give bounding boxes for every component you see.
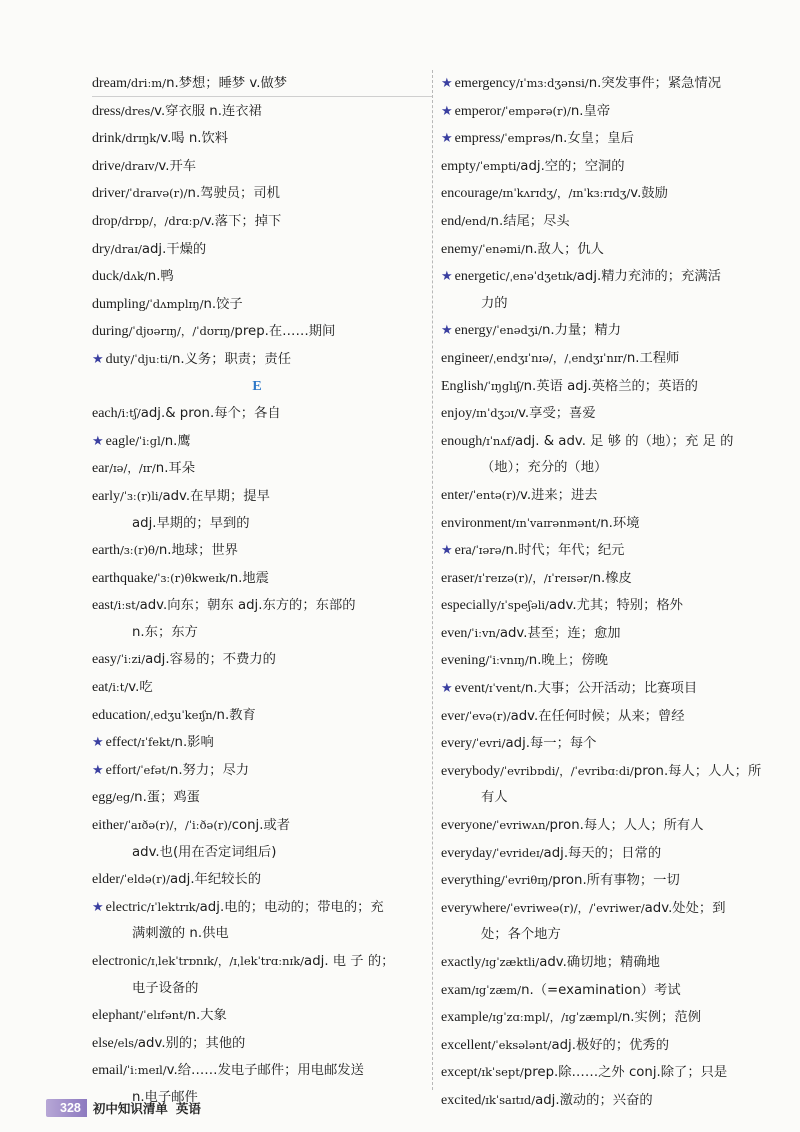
headword: emperor — [454, 103, 502, 119]
pronunciation: /ˈempti/ — [476, 158, 521, 173]
definition: adj.每一；每个 — [505, 736, 597, 752]
dictionary-entry — [441, 647, 771, 675]
definition: adv.尤其；特别；格外 — [548, 598, 683, 614]
definition: n.梦想；睡梦 v.做梦 — [166, 76, 288, 91]
definition: n.突发事件；紧急情况 — [588, 76, 722, 91]
definition: n.时代；年代；纪元 — [505, 543, 625, 559]
pronunciation: /ɪnˈvaɪrənmənt/ — [511, 515, 601, 530]
headword: driver — [92, 186, 126, 202]
headword: enjoy — [441, 406, 473, 422]
definition: n.教育 — [216, 707, 256, 723]
headword: enter — [441, 487, 469, 503]
headword: elephant — [92, 1008, 140, 1024]
dictionary-entry — [441, 895, 771, 949]
star-icon: ★ — [92, 735, 104, 751]
definition-continuation: n.东；东方 — [132, 624, 198, 640]
headword: dumpling — [92, 296, 146, 312]
definition: v.吃 — [128, 680, 153, 696]
headword: eraser — [441, 570, 475, 586]
headword: effect — [105, 735, 138, 751]
headword: everyday — [441, 845, 493, 861]
pronunciation: /dres/ — [120, 103, 155, 118]
headword: duck — [92, 269, 120, 285]
dictionary-entry — [441, 236, 771, 264]
pronunciation: /ɪgˈzæm/ — [471, 982, 522, 997]
headword: exactly — [441, 955, 482, 970]
definition: pron.所有事物；一切 — [552, 873, 680, 889]
definition: n.大事；公开活动；比赛项目 — [524, 681, 698, 697]
headword: else — [92, 1035, 114, 1051]
pronunciation: /iːt/ — [108, 680, 129, 695]
headword: dress — [92, 103, 121, 119]
definition: conj.或者 — [231, 818, 291, 834]
dictionary-entry — [441, 482, 771, 510]
star-icon: ★ — [92, 351, 104, 367]
definition: n.驾驶员；司机 — [187, 186, 280, 202]
dictionary-entry — [441, 675, 771, 703]
definition: adj.& pron.每个；各自 — [140, 406, 281, 422]
pronunciation: /end/ — [461, 213, 491, 228]
headword: everybody — [441, 763, 501, 779]
headword: eat — [92, 680, 109, 696]
pronunciation: /ˈentə(r)/ — [468, 487, 521, 502]
definition: v.落下；掉下 — [203, 213, 282, 229]
definition-continuation: adv.也(用在否定词组后) — [132, 844, 277, 860]
dictionary-entry — [92, 646, 422, 674]
dictionary-entry — [441, 620, 771, 648]
dictionary-entry — [92, 318, 422, 346]
definition: n.结尾；尽头 — [490, 213, 570, 229]
headword: every — [441, 736, 473, 752]
dictionary-entry — [441, 317, 771, 345]
pronunciation: /ˈevə(r)/ — [465, 708, 511, 723]
pronunciation: /ɪˈspeʃəli/ — [496, 598, 549, 613]
definition: n.敌人；仇人 — [524, 241, 604, 257]
headword: engineer — [441, 350, 490, 366]
definition: v.进来；进去 — [520, 487, 598, 503]
dictionary-entry — [441, 125, 771, 153]
pronunciation: /ˈiːmeɪl/ — [123, 1063, 167, 1078]
pronunciation: /ˈdʌmplɪŋ/ — [145, 296, 204, 311]
definition: adv.在早期；提早 — [162, 488, 270, 504]
headword: emergency — [454, 76, 516, 91]
definition: n.晚上；傍晚 — [528, 653, 608, 669]
dictionary-entry — [92, 263, 422, 291]
dictionary-entry — [92, 208, 422, 236]
dictionary-entry — [441, 977, 771, 1005]
pronunciation: /ɜː(r)θ/ — [119, 543, 159, 558]
dictionary-entry — [92, 729, 422, 757]
headword: excited — [441, 1092, 482, 1108]
dictionary-entry — [92, 784, 422, 812]
star-icon: ★ — [441, 681, 453, 697]
dictionary-entry — [441, 565, 771, 593]
definition: n.影响 — [174, 735, 214, 751]
dictionary-entry — [441, 840, 771, 868]
definition: n.皇帝 — [570, 103, 611, 119]
pronunciation: /ɪˈnʌf/ — [482, 433, 515, 448]
column-divider — [432, 70, 433, 1090]
definition: adj.精力充沛的；充满活 — [576, 269, 721, 285]
dictionary-entry — [92, 1030, 422, 1058]
definition: adj.每天的；日常的 — [543, 845, 662, 861]
pronunciation: /drɪŋk/ — [121, 131, 161, 146]
headword: enough — [441, 433, 483, 449]
dictionary-entry — [441, 1032, 771, 1060]
definition: pron.每人；人人；所有人 — [549, 818, 704, 834]
definition: adj.极好的；优秀的 — [551, 1037, 670, 1053]
dictionary-entry — [441, 400, 771, 428]
subject-label: 英语 — [175, 1101, 201, 1116]
dictionary-entry — [441, 510, 771, 538]
headword: evening — [441, 653, 486, 669]
pronunciation: /ˈɪərə/ — [471, 543, 506, 558]
pronunciation: /ˈefət/ — [136, 762, 170, 777]
dictionary-entry — [92, 592, 422, 646]
star-icon: ★ — [92, 899, 104, 915]
headword: earth — [92, 543, 120, 559]
definition-continuation: 处；各个地方 — [481, 927, 561, 943]
definition: adj.激动的；兴奋的 — [535, 1092, 653, 1108]
star-icon: ★ — [441, 76, 453, 91]
dictionary-entry — [441, 949, 771, 977]
pronunciation: /ˈevribɒdi/，/ˈevribɑːdi/ — [500, 763, 634, 778]
right-column — [441, 70, 771, 1115]
definition: n.鸭 — [147, 269, 174, 285]
headword: dream — [92, 76, 127, 91]
pronunciation: /ˈɪŋglɪʃ/ — [483, 378, 524, 393]
headword: exam — [441, 982, 472, 998]
headword: egg — [92, 790, 113, 806]
definition: n.实例；范例 — [621, 1010, 702, 1026]
definition: n.地球；世界 — [158, 543, 238, 559]
pronunciation: /ɪˈlektrɪk/ — [146, 899, 200, 914]
headword: everywhere — [441, 900, 507, 916]
pronunciation: /ˈemprəs/ — [500, 131, 555, 146]
headword: except — [441, 1065, 478, 1081]
dictionary-entry — [441, 758, 771, 812]
pronunciation: /ɪnˈdʒɔɪ/ — [472, 406, 519, 421]
definition-continuation: adj.早期的；早到的 — [132, 515, 250, 531]
star-icon: ★ — [92, 762, 104, 778]
dictionary-entry — [441, 812, 771, 840]
definition: v.喝 n.饮料 — [160, 131, 229, 147]
definition-continuation: 电子设备的 — [132, 980, 199, 996]
letter-heading: E — [252, 378, 262, 394]
definition: v.开车 — [158, 158, 197, 174]
dictionary-entry — [441, 180, 771, 208]
pronunciation: /ˈiːvnɪŋ/ — [485, 653, 529, 668]
headword: era — [454, 543, 472, 559]
definition: adv.别的；其他的 — [137, 1035, 246, 1051]
pronunciation: /ˈenəmi/ — [478, 241, 525, 256]
pronunciation: /ˈiːzi/ — [116, 652, 146, 667]
pronunciation: /ɪˈreɪzə(r)/，/ɪˈreɪsər/ — [474, 570, 593, 585]
definition: prep.在……期间 — [234, 324, 336, 340]
headword: drive — [92, 158, 121, 174]
definition-continuation: n.电子邮件 — [132, 1089, 198, 1105]
pronunciation: /ɪˈfekt/ — [137, 735, 175, 750]
headword: early — [92, 488, 120, 504]
pronunciation: /driːm/ — [126, 76, 167, 90]
pronunciation: /iːtʃ/ — [117, 406, 141, 421]
dictionary-entry — [441, 428, 771, 482]
definition: n.义务；职责；责任 — [171, 351, 291, 367]
dictionary-entry — [92, 674, 422, 702]
pronunciation: /dʌk/ — [119, 269, 148, 284]
dictionary-entry — [92, 428, 422, 456]
dictionary-entry — [92, 866, 422, 894]
definition-continuation: 满刺激的 n.供电 — [132, 926, 229, 942]
headword: English — [441, 378, 484, 394]
pronunciation: /iːst/ — [113, 598, 140, 613]
dictionary-entry — [441, 1087, 771, 1115]
pronunciation: /drɒp/，/drɑːp/ — [117, 213, 204, 228]
dictionary-entry — [441, 537, 771, 565]
headword: education — [92, 707, 147, 723]
headword: drink — [92, 131, 122, 147]
headword: empty — [441, 158, 476, 174]
pronunciation: /ˈaɪðə(r)/，/ˈiːðə(r)/ — [123, 818, 232, 833]
definition: adv.在任何时候；从来；曾经 — [510, 708, 685, 724]
dictionary-entry — [92, 236, 422, 264]
star-icon: ★ — [441, 323, 453, 339]
dictionary-entry — [92, 291, 422, 319]
pronunciation: /ˈelɪfənt/ — [139, 1008, 188, 1023]
definition: adv.确切地；精确地 — [539, 955, 660, 970]
dictionary-entry — [92, 948, 422, 1002]
star-icon: ★ — [441, 543, 453, 559]
book-title: 初中知识清单 — [92, 1101, 168, 1116]
headword: end — [441, 213, 462, 229]
pronunciation: /ˈeldə(r)/ — [119, 872, 171, 887]
dictionary-entry — [92, 180, 422, 208]
star-icon: ★ — [441, 269, 453, 285]
pronunciation: /ˈevriweə(r)/，/ˈevriwer/ — [506, 900, 645, 915]
definition: adv.向东；朝东 adj.东方的；东部的 — [139, 598, 356, 614]
page-number: 328 — [46, 1099, 87, 1117]
pronunciation: /ˌedʒuˈkeɪʃn/ — [146, 707, 217, 722]
pronunciation: /ˈiːgl/ — [135, 433, 165, 448]
dictionary-entry — [441, 263, 771, 317]
headword: ever — [441, 708, 466, 724]
pronunciation: /ˈevrideɪ/ — [492, 845, 544, 860]
definition-continuation: （地）；充分的（地） — [481, 460, 608, 476]
star-icon: ★ — [441, 103, 453, 119]
headword: either — [92, 818, 124, 834]
headword: electronic — [92, 954, 148, 969]
pronunciation: /ˈɜː(r)θkweɪk/ — [153, 570, 230, 585]
dictionary-entry — [441, 70, 771, 98]
definition: n.力量；精力 — [541, 323, 622, 339]
definition: adj. 电 子 的； — [304, 954, 395, 969]
headword: electric — [105, 899, 147, 915]
headword: easy — [92, 652, 117, 668]
headword: dry — [92, 241, 111, 257]
headword: earthquake — [92, 570, 154, 586]
definition: n.英语 adj.英格兰的；英语的 — [523, 378, 698, 394]
dictionary-entry — [92, 346, 422, 374]
star-icon: ★ — [92, 433, 104, 449]
headword: excellent — [441, 1037, 492, 1053]
dictionary-entry — [92, 812, 422, 866]
headword: each — [92, 406, 118, 422]
definition: adv.甚至；连；愈加 — [499, 625, 621, 641]
dictionary-entry — [92, 153, 422, 181]
pronunciation: /ˈiːvn/ — [467, 625, 500, 640]
dictionary-entry — [92, 702, 422, 730]
dictionary-entry — [92, 483, 422, 537]
pronunciation: /ɪˈmɜːdʒənsi/ — [515, 76, 589, 90]
definition: n.女皇；皇后 — [554, 131, 634, 147]
dictionary-entry — [92, 400, 422, 428]
definition: v.享受；喜爱 — [518, 406, 596, 422]
headword: east — [92, 598, 114, 614]
dictionary-entry — [92, 125, 422, 153]
dictionary-entry — [441, 153, 771, 181]
pronunciation: /ɪkˈsaɪtɪd/ — [481, 1092, 536, 1107]
headword: duty — [105, 351, 131, 367]
pronunciation: /ˈdraɪvə(r)/ — [125, 186, 188, 201]
headword: enemy — [441, 241, 479, 257]
star-icon: ★ — [441, 131, 453, 147]
definition: adv.处处；到 — [644, 900, 726, 916]
definition: v.穿衣服 n.连衣裙 — [154, 103, 262, 119]
headword: event — [454, 681, 485, 697]
definition: v.给……发电子邮件；用电邮发送 — [166, 1063, 364, 1079]
definition: adj.电的；电动的；带电的；充 — [199, 899, 384, 915]
pronunciation: /els/ — [113, 1035, 138, 1050]
dictionary-entry — [92, 70, 422, 98]
pronunciation: /ɪə/，/ɪr/ — [109, 461, 156, 476]
dictionary-entry — [92, 455, 422, 483]
pronunciation: /ˈdjʊərɪŋ/，/ˈdʊrɪŋ/ — [128, 324, 235, 339]
definition: prep.除……之外 conj.除了；只是 — [523, 1065, 728, 1081]
definition: n.耳朵 — [155, 461, 196, 477]
definition: n.地震 — [229, 570, 269, 586]
dictionary-entry — [441, 730, 771, 758]
headword: especially — [441, 598, 497, 614]
pronunciation: /ɪgˈzɑːmpl/，/ɪgˈzæmpl/ — [488, 1010, 622, 1025]
definition: adj.年纪较长的 — [170, 872, 262, 888]
dictionary-entry — [92, 98, 422, 126]
definition: adj.干燥的 — [141, 241, 207, 257]
headword: example — [441, 1010, 489, 1026]
pronunciation: /ɪˌlekˈtrɒnɪk/，/ɪˌlekˈtrɑːnɪk/ — [147, 954, 305, 968]
dictionary-entry — [441, 703, 771, 731]
dictionary-entry — [441, 98, 771, 126]
headword: everyone — [441, 818, 493, 834]
pronunciation: /ˈenədʒi/ — [492, 323, 542, 338]
pronunciation: /draɪ/ — [110, 241, 142, 256]
headword: environment — [441, 515, 512, 531]
definition: adj.容易的；不费力的 — [145, 652, 276, 668]
dictionary-entry — [441, 1004, 771, 1032]
headword: during — [92, 324, 129, 340]
pronunciation: /ɪnˈkʌrɪdʒ/，/ɪnˈkɜːrɪdʒ/ — [498, 186, 631, 201]
dictionary-entry — [441, 373, 771, 401]
definition: n.蛋；鸡蛋 — [134, 790, 200, 806]
headword: everything — [441, 873, 501, 889]
definition: adj. & adv. 足 够 的（地）；充 足 的 — [514, 433, 734, 449]
definition: n.（=examination）考试 — [521, 982, 681, 998]
headword: energy — [454, 323, 493, 339]
definition: adj.空的；空洞的 — [520, 158, 625, 174]
dictionary-entry — [92, 1002, 422, 1030]
headword: email — [92, 1063, 124, 1079]
definition: n.鹰 — [164, 433, 191, 449]
definition: n.饺子 — [203, 296, 243, 312]
page-footer — [46, 1097, 201, 1119]
pronunciation: /ˈeksələnt/ — [491, 1037, 552, 1052]
headword: eagle — [105, 433, 136, 449]
definition: n.努力；尽力 — [169, 762, 250, 778]
pronunciation: /ɪkˈsept/ — [477, 1065, 524, 1080]
dictionary-entry — [441, 867, 771, 895]
headword: empress — [454, 131, 501, 147]
left-column — [92, 70, 422, 1112]
headword: even — [441, 625, 468, 641]
pronunciation: /ˈdjuːti/ — [130, 351, 172, 366]
headword: elder — [92, 872, 120, 888]
pronunciation: /ˌendʒɪˈnɪə/，/ˌendʒɪˈnɪr/ — [489, 350, 627, 365]
dictionary-entry — [92, 537, 422, 565]
headword: encourage — [441, 186, 499, 202]
dictionary-entry — [441, 592, 771, 620]
pronunciation: /ˈɜː(r)li/ — [119, 488, 163, 503]
dictionary-entry — [441, 1059, 771, 1087]
headword: drop — [92, 213, 118, 229]
definition: n.工程师 — [626, 350, 680, 366]
definition: v.鼓励 — [630, 186, 668, 202]
pronunciation: /ˈevri/ — [472, 736, 506, 751]
headword: ear — [92, 461, 110, 477]
definition-continuation: 力的 — [481, 295, 508, 311]
definition: pron.每人；人人；所 — [633, 763, 762, 779]
headword: effort — [105, 762, 137, 778]
dictionary-entry — [92, 757, 422, 785]
dictionary-entry — [92, 565, 422, 593]
definition: n.环境 — [600, 515, 640, 531]
definition: n.大象 — [187, 1008, 227, 1024]
pronunciation: /eg/ — [112, 790, 135, 805]
pronunciation: /ˈevriθɪŋ/ — [500, 873, 553, 888]
headword: energetic — [454, 269, 506, 285]
dictionary-entry — [92, 894, 422, 948]
pronunciation: /ɪˈvent/ — [484, 681, 525, 696]
definition-continuation: 有人 — [481, 790, 508, 806]
pronunciation: /ˈempərə(r)/ — [501, 103, 571, 118]
dictionary-entry — [441, 208, 771, 236]
pronunciation: /ˈevriwʌn/ — [492, 818, 550, 833]
pronunciation: /draɪv/ — [120, 158, 159, 173]
pronunciation: /ˌenəˈdʒetɪk/ — [505, 269, 577, 284]
pronunciation: /ɪgˈzæktli/ — [481, 955, 540, 969]
definition: n.橡皮 — [592, 570, 632, 586]
dictionary-entry — [441, 345, 771, 373]
